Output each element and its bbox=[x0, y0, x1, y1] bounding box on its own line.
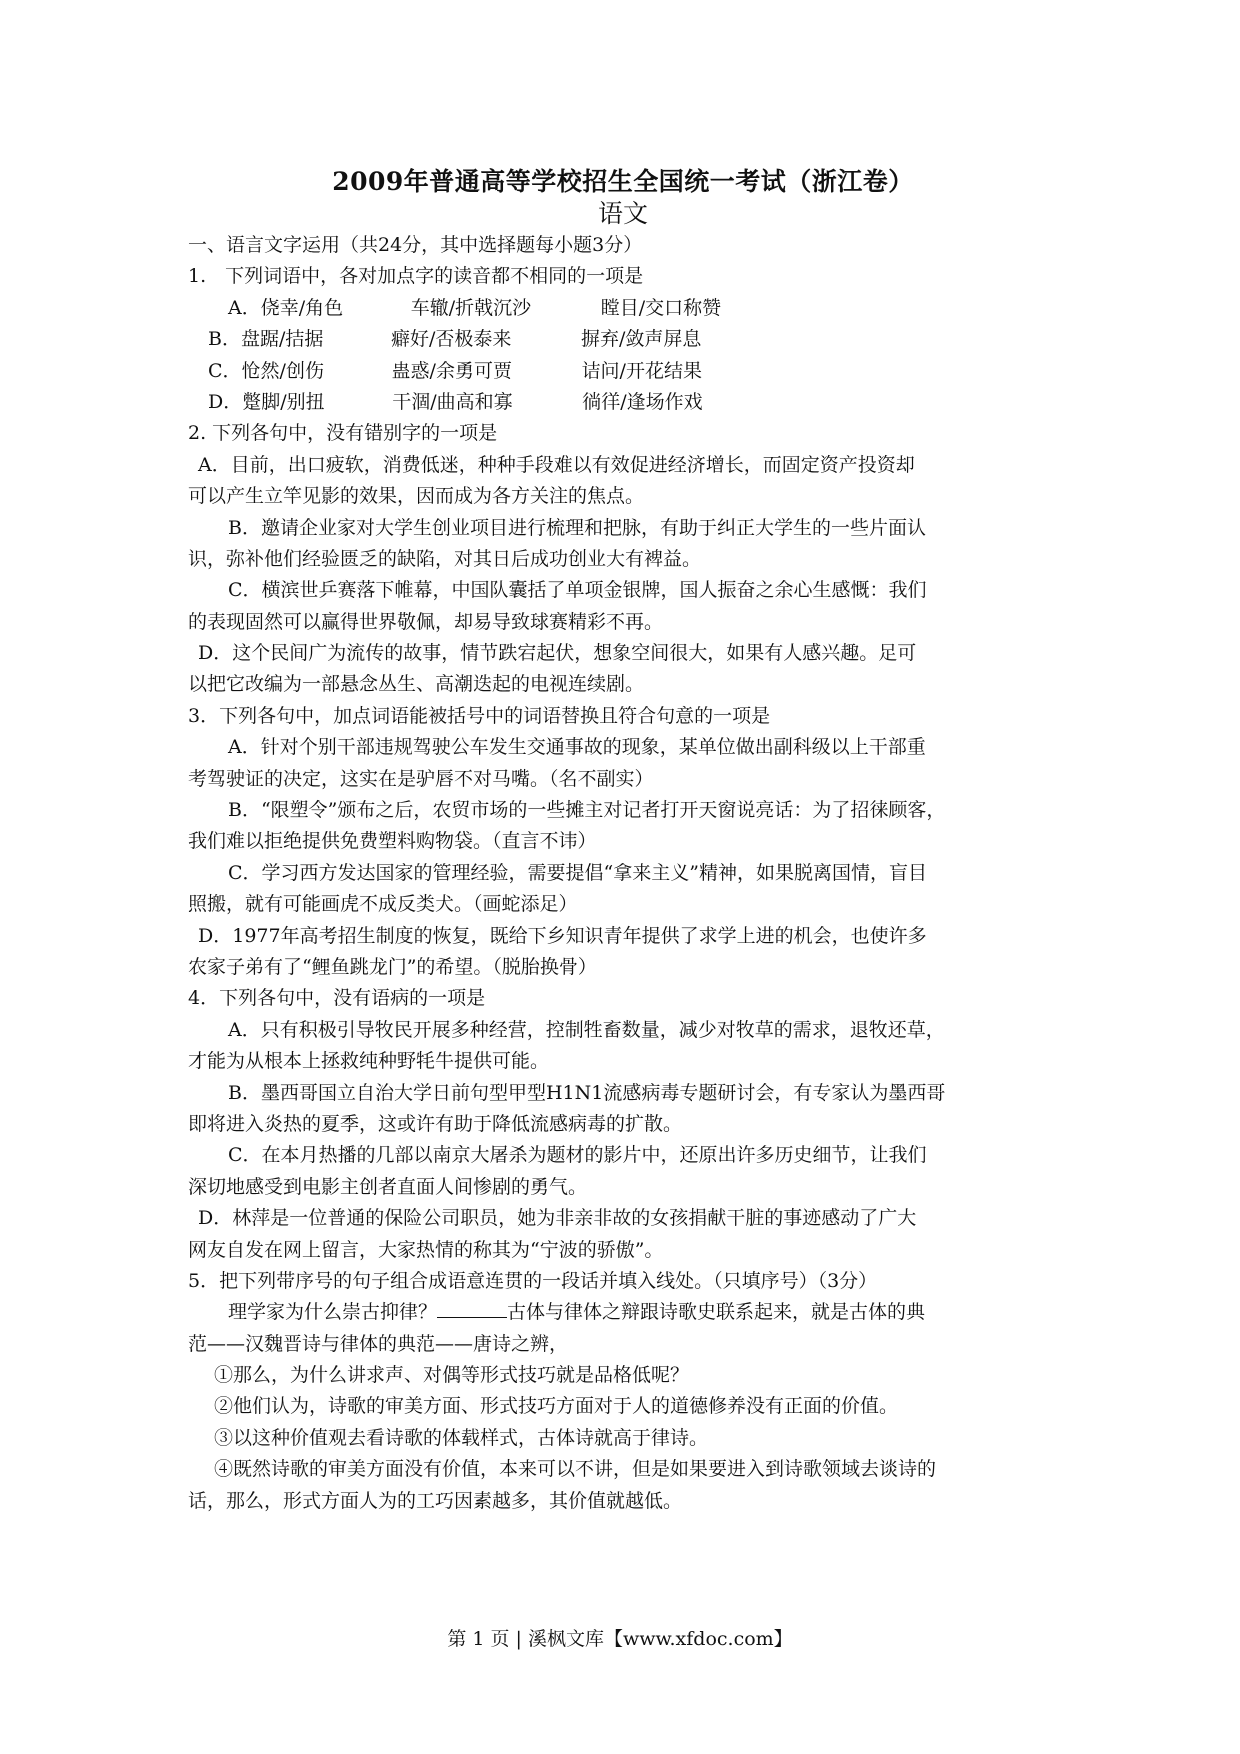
question-2-option-d-line2: 以把它改编为一部悬念丛生、高潮迭起的电视连续剧。 bbox=[188, 673, 645, 696]
answer-blank[interactable] bbox=[437, 1299, 507, 1318]
question-3-option-c-line1: C．学习西方发达国家的管理经验，需要提倡“拿来主义”精神，如果脱离国情，盲目 bbox=[228, 861, 927, 884]
question-5-sentence-2: ②他们认为，诗歌的审美方面、形式技巧方面对于人的道德修养没有正面的价值。 bbox=[214, 1395, 899, 1418]
page-footer: 第 1 页 | 溪枫文库【www.xfdoc.com】 bbox=[447, 1628, 793, 1650]
question-4-stem: 4．下列各句中，没有语病的一项是 bbox=[188, 987, 486, 1010]
question-4-option-d-line2: 网友自发在网上留言，大家热情的称其为“宁波的骄傲”。 bbox=[188, 1238, 664, 1261]
question-1-option-a bbox=[188, 293, 1058, 324]
lead-text: 古体与律体之辩跟诗歌史联系起来，就是古体的典 bbox=[507, 1301, 926, 1324]
question-2-option-b-line2: 识，弥补他们经验匮乏的缺陷，对其日后成功创业大有裨益。 bbox=[188, 547, 702, 570]
option-text: 蹩脚/别扭 bbox=[242, 390, 325, 413]
question-4-option-d-line1: D．林萍是一位普通的保险公司职员，她为非亲非故的女孩捐献干脏的事迹感动了广大 bbox=[198, 1207, 917, 1230]
option-text: 怆然/创伤 bbox=[241, 359, 324, 382]
question-1-option-b bbox=[188, 324, 1058, 355]
question-2-stem: 2. 下列各句中，没有错别字的一项是 bbox=[188, 422, 498, 445]
question-4-option-a-line1: A．只有积极引导牧民开展多种经营，控制牲畜数量，减少对牧草的需求，退牧还草， bbox=[228, 1018, 945, 1041]
option-text: 盘踞/拮据 bbox=[240, 328, 324, 351]
question-5-lead-line2: 范——汉魏晋诗与律体的典范——唐诗之辨， bbox=[188, 1332, 569, 1355]
question-3-option-c-line2: 照搬，就有可能画虎不成反类犬。（画蛇添足） bbox=[188, 893, 578, 916]
question-3-stem: 3．下列各句中，加点词语能被括号中的词语替换且符合句意的一项是 bbox=[188, 704, 771, 727]
option-text: 车辙/折戟沉沙 bbox=[410, 296, 532, 319]
question-5-sentence-3: ③以这种价值观去看诗歌的体载样式，古体诗就高于律诗。 bbox=[214, 1426, 709, 1449]
question-5-stem: 5．把下列带序号的句子组合成语意连贯的一段话并填入线处。（只填序号）（3分） bbox=[188, 1269, 878, 1292]
question-5-sentence-4-line2: 话，那么，形式方面人为的工巧因素越多，其价值就越低。 bbox=[188, 1489, 683, 1512]
question-1-option-c bbox=[188, 356, 1058, 387]
option-label: A． bbox=[228, 296, 261, 319]
question-3-option-a-line2: 考驾驶证的决定，这实在是驴唇不对马嘴。（名不副实） bbox=[188, 767, 654, 790]
option-text: 摒弃/敛声屏息 bbox=[580, 328, 702, 351]
question-3-option-b-line1: B．“限塑令”颁布之后，农贸市场的一些摊主对记者打开天窗说亮话：为了招徕顾客， bbox=[228, 799, 946, 822]
section-heading: 一、语言文字运用（共24分，其中选择题每小题3分） bbox=[188, 234, 643, 256]
option-label: D． bbox=[208, 390, 243, 413]
option-text: 干涸/曲高和寡 bbox=[392, 390, 513, 413]
question-5-lead-line1 bbox=[188, 1297, 1058, 1328]
option-text: 瞠目/交口称赞 bbox=[600, 296, 722, 319]
question-2-option-a-line2: 可以产生立竿见影的效果，因而成为各方关注的焦点。 bbox=[188, 485, 645, 508]
question-1-option-d bbox=[188, 387, 1058, 418]
question-5-sentence-4-line1: ④既然诗歌的审美方面没有价值，本来可以不讲，但是如果要进入到诗歌领域去谈诗的 bbox=[214, 1458, 937, 1481]
question-3-option-d-line2: 农家子弟有了“鲤鱼跳龙门”的希望。（脱胎换骨） bbox=[188, 955, 597, 978]
lead-text: 理学家为什么崇古抑律？ bbox=[228, 1301, 438, 1324]
question-3-option-b-line2: 我们难以拒绝提供免费塑料购物袋。（直言不讳） bbox=[188, 830, 597, 853]
option-text: 侥幸/角色 bbox=[260, 296, 344, 319]
question-4-option-b-line2: 即将进入炎热的夏季，这或许有助于降低流感病毒的扩散。 bbox=[188, 1112, 683, 1135]
question-4-option-a-line2: 才能为从根本上拯救纯种野牦牛提供可能。 bbox=[188, 1050, 550, 1073]
question-2-option-c-line2: 的表现固然可以赢得世界敬佩，却易导致球赛精彩不再。 bbox=[188, 610, 664, 633]
page-subtitle: 语文 bbox=[597, 199, 648, 228]
option-text: 蛊惑/余勇可贾 bbox=[391, 359, 512, 382]
question-2-option-a-line1: A．目前，出口疲软，消费低迷，种种手段难以有效促进经济增长，而固定资产投资却 bbox=[198, 453, 915, 476]
question-4-option-c-line2: 深切地感受到电影主创者直面人间惨剧的勇气。 bbox=[188, 1175, 588, 1198]
question-4-option-c-line1: C．在本月热播的几部以南京大屠杀为题材的影片中，还原出许多历史细节，让我们 bbox=[228, 1144, 927, 1167]
question-4-option-b-line1: B．墨西哥国立自治大学日前句型甲型H1N1流感病毒专题研讨会，有专家认为墨西哥 bbox=[228, 1081, 946, 1104]
question-2-option-b-line1: B．邀请企业家对大学生创业项目进行梳理和把脉，有助于纠正大学生的一些片面认 bbox=[228, 516, 926, 539]
question-2-option-d-line1: D．这个民间广为流传的故事，情节跌宕起伏，想象空间很大，如果有人感兴趣。足可 bbox=[198, 642, 917, 665]
question-3-option-d-line1: D．1977年高考招生制度的恢复，既给下乡知识青年提供了求学上进的机会，也使许多 bbox=[198, 924, 927, 947]
option-label: B． bbox=[208, 328, 241, 351]
option-text: 诘问/开花结果 bbox=[581, 359, 702, 382]
question-1-stem: 1. 下列词语中，各对加点字的读音都不相同的一项是 bbox=[188, 265, 644, 288]
option-text: 徜徉/逢场作戏 bbox=[582, 390, 703, 413]
question-2-option-c-line1: C．横滨世乒赛落下帷幕，中国队囊括了单项金银牌，国人振奋之余心生感慨：我们 bbox=[228, 579, 927, 602]
question-5-sentence-1: ①那么，为什么讲求声、对偶等形式技巧就是品格低呢？ bbox=[214, 1364, 690, 1387]
option-text: 癖好/否极泰来 bbox=[390, 328, 512, 351]
page-title: 2009年普通高等学校招生全国统一考试（浙江卷） bbox=[332, 167, 914, 196]
exam-body bbox=[188, 230, 1058, 1517]
question-3-option-a-line1: A．针对个别干部违规驾驶公车发生交通事故的现象，某单位做出副科级以上干部重 bbox=[228, 736, 926, 759]
option-label: C． bbox=[208, 359, 242, 382]
